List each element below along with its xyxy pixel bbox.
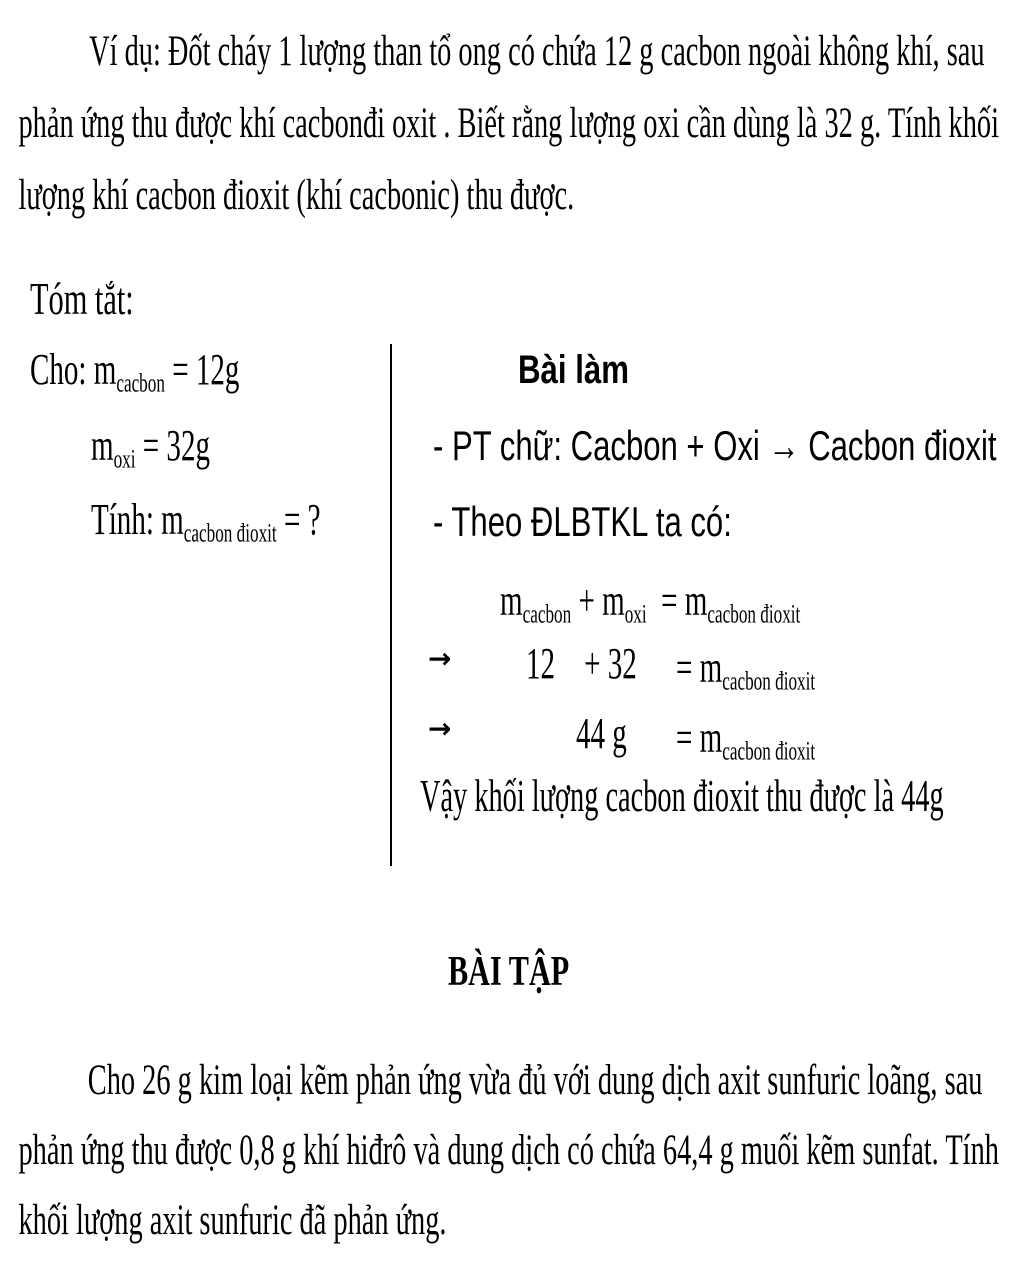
example-line-2: phản ứng thu được khí cacbonđi oxit . Biết rằng lượng oxi cần dùng là 32 g. Tính khối [18,100,999,147]
solution-heading: Bài làm [518,348,629,392]
conclusion: Vậy khối lượng cacbon đioxit thu được là 44g [420,771,944,821]
exercise-line-1: Cho 26 g kim loại kẽm phản ứng vừa đủ với dung dịch axit sunfuric loãng, sau [87,1057,983,1104]
example-line-1: Ví dụ: Đốt cháy 1 lượng than tổ ong có chứa 12 g cacbon ngoài không khí, sau [89,28,985,75]
conservation-law-line: - Theo ĐLBTKL ta có: [433,498,732,545]
equation-row-1: $m_{cacbon} + m_{oxi} = m_{cacbon đioxit}$ [500,576,801,629]
example-line-3: lượng khí cacbon đioxit (khí cacbonic) thu được. [18,172,575,219]
exercise-title: BÀI TẬP [448,949,570,995]
find-dioxit: Tính: $m_{cacbon đioxit}$ = ? [91,495,321,548]
exercise-line-2: phản ứng thu được 0,8 g khí hiđrô và dung dịch có chứa 64,4 g muối kẽm sunfat. Tính [18,1127,999,1174]
find-label: Tính: [91,495,154,544]
summary-heading: Tóm tắt: [30,273,134,324]
given-oxi: $m_{oxi} = 32g$ [91,421,210,474]
equation-row-3-left: 44 g [576,709,627,758]
word-equation: - PT chữ: Cacbon + Oxi → Cacbon đioxit [433,422,997,469]
exercise-line-3: khối lượng axit sunfuric đã phản ứng. [18,1197,447,1244]
equation-row-3-right: = $m_{cacbon đioxit}$ [676,713,816,766]
vertical-divider [390,344,392,866]
arrow-icon: → [428,712,452,745]
given-label: Cho: [30,345,87,394]
arrow-icon: → [428,642,452,675]
equation-row-2-left: 12 + 32 [526,639,637,688]
given-cacbon: Cho: $m_{cacbon} = 12g$ [30,345,240,398]
equation-row-2-right: = $m_{cacbon đioxit}$ [676,643,816,696]
